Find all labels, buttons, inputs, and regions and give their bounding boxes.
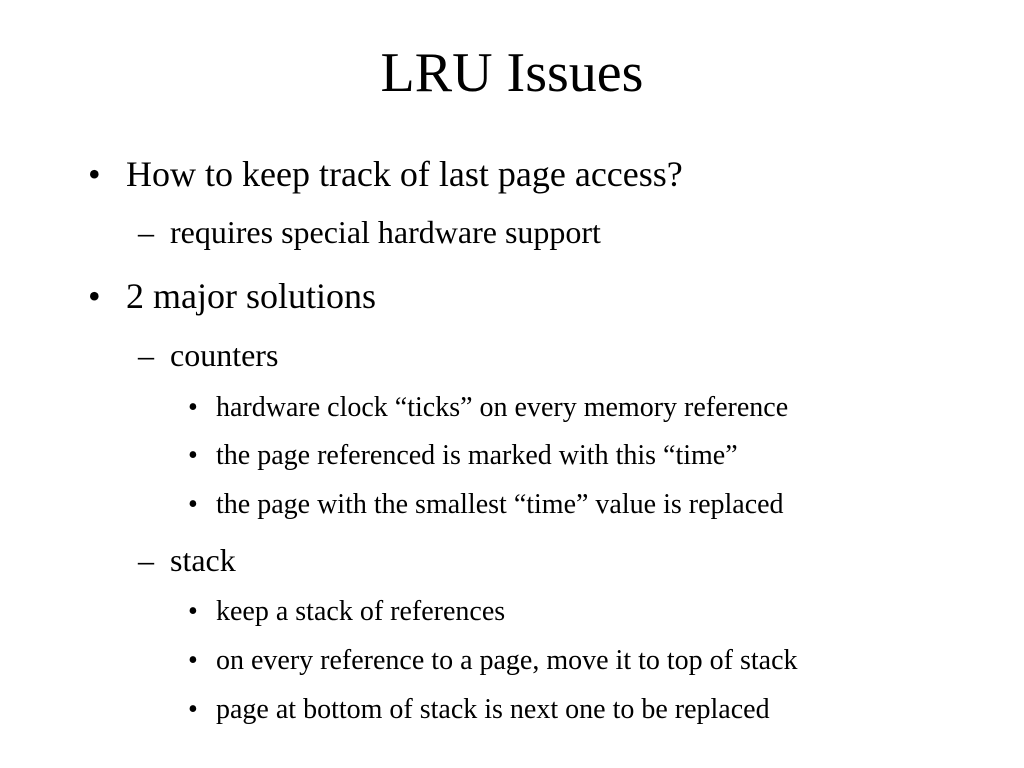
sub-bullet-text-stack: stack	[170, 542, 236, 578]
bullet-marker: •	[188, 596, 198, 627]
sub-bullet-text-hardware-support: requires special hardware support	[170, 214, 601, 250]
bullet-marker: •	[188, 489, 198, 520]
bullet-marker: •	[188, 645, 198, 676]
detail-text-move-to-top: on every reference to a page, move it to top of stack	[216, 645, 798, 676]
detail-text-marked-time: the page referenced is marked with this “time”	[216, 440, 738, 471]
detail-text-keep-stack: keep a stack of references	[216, 596, 506, 627]
bullet-text-major-solutions: 2 major solutions	[126, 276, 376, 316]
bullet-marker: •	[88, 276, 101, 316]
detail-text-clock-ticks: hardware clock “ticks” on every memory reference	[216, 392, 789, 423]
slide-title: LRU Issues	[380, 42, 644, 104]
bullet-marker: •	[188, 440, 198, 471]
bullet-marker: •	[188, 694, 198, 725]
detail-text-smallest-time: the page with the smallest “time” value is replaced	[216, 489, 784, 520]
bullet-text-tracking: How to keep track of last page access?	[126, 154, 683, 194]
bullet-marker: •	[88, 154, 101, 194]
dash-marker: –	[138, 542, 154, 578]
bullet-marker: •	[188, 392, 198, 423]
sub-bullet-text-counters: counters	[170, 337, 279, 373]
dash-marker: –	[138, 214, 154, 250]
detail-text-bottom-replaced: page at bottom of stack is next one to be replaced	[216, 694, 770, 725]
dash-marker: –	[138, 337, 154, 373]
